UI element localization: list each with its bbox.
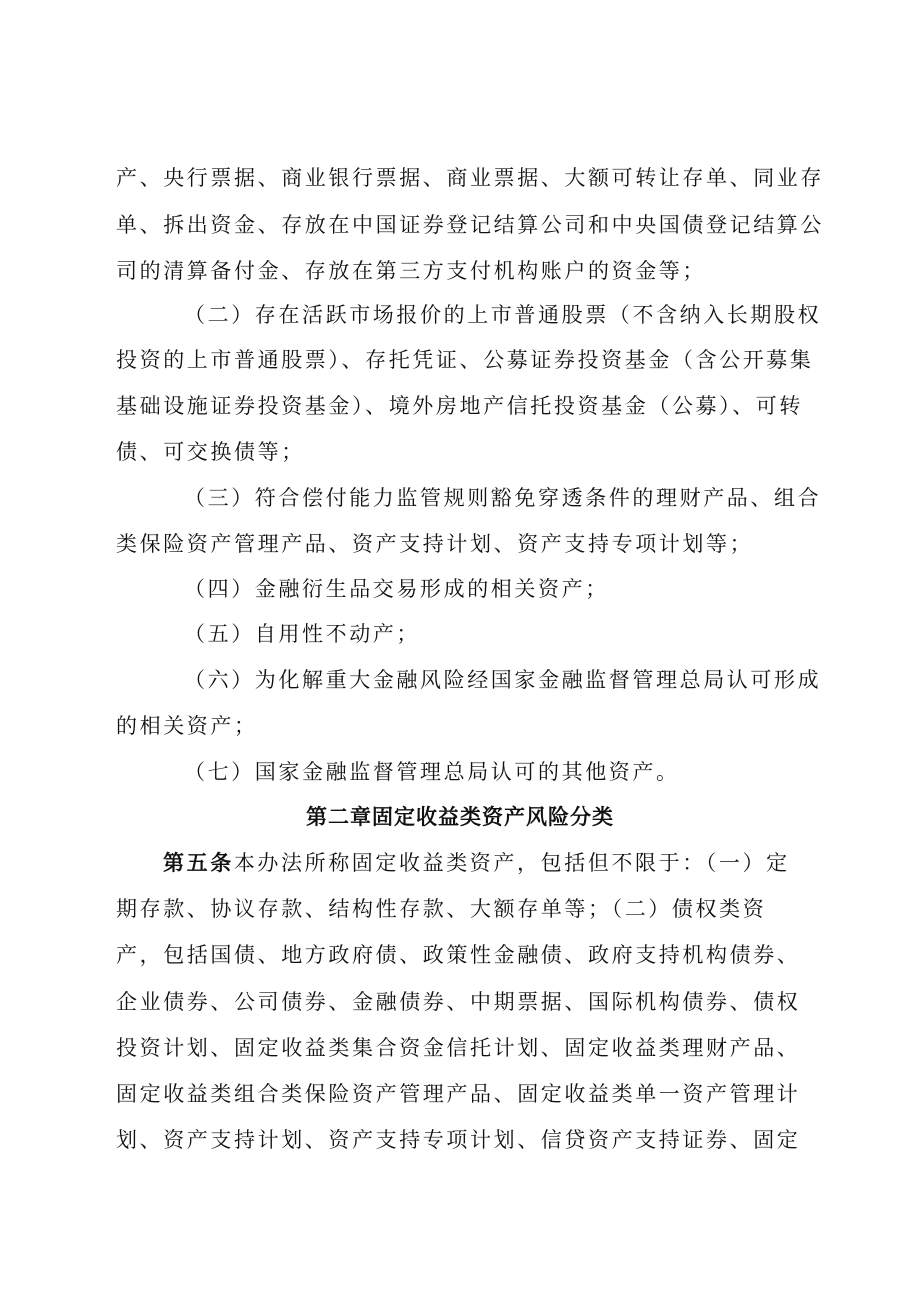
- text-line: （四）金融衍生品交易形成的相关资产；: [184, 577, 609, 601]
- text-line: 债、可交换债等；: [116, 440, 305, 464]
- text-line: 固定收益类组合类保险资产管理产品、固定收益类单一资产管理计: [116, 1082, 801, 1106]
- text-line: 基础设施证券投资基金）、境外房地产信托投资基金（公募）、可转: [116, 394, 803, 418]
- text-line: （五）自用性不动产；: [184, 622, 420, 646]
- article-first-line: [163, 848, 823, 878]
- text-line: 的相关资产；: [116, 714, 258, 738]
- article-number: 第五条: [163, 851, 234, 875]
- text-line: 单、拆出资金、存放在中国证券登记结算公司和中央国债登记结算公: [116, 213, 824, 237]
- text-line: 投资计划、固定收益类集合资金信托计划、固定收益类理财产品、: [116, 1036, 801, 1060]
- text-line: （三）符合偿付能力监管规则豁免穿透条件的理财产品、组合: [184, 486, 822, 510]
- text-line: （六）为化解重大金融风险经国家金融监督管理总局认可形成: [184, 668, 822, 692]
- text-line: 司的清算备付金、存放在第三方支付机构账户的资金等；: [116, 259, 706, 283]
- chapter-title: 第二章固定收益类资产风险分类: [306, 805, 614, 829]
- text-line: （二）存在活跃市场报价的上市普通股票（不含纳入长期股权: [184, 303, 822, 327]
- text-line: 投资的上市普通股票）、存托凭证、公募证券投资基金（含公开募集: [116, 348, 814, 372]
- article-text: 本办法所称固定收益类资产，包括但不限于：（一）定: [233, 851, 790, 875]
- text-line: （七）国家金融监督管理总局认可的其他资产。: [184, 760, 680, 784]
- text-line: 期存款、协议存款、结构性存款、大额存单等；（二）债权类资: [116, 897, 767, 921]
- text-line: 企业债券、公司债券、金融债券、中期票据、国际机构债券、债权: [116, 990, 801, 1014]
- text-line: 划、资产支持计划、资产支持专项计划、信贷资产支持证券、固定: [116, 1128, 801, 1152]
- text-line: 产、央行票据、商业银行票据、商业票据、大额可转让存单、同业存: [116, 166, 824, 190]
- text-line: 类保险资产管理产品、资产支持计划、资产支持专项计划等；: [116, 532, 754, 556]
- text-line: 产，包括国债、地方政府债、政策性金融债、政府支持机构债券、: [116, 943, 801, 967]
